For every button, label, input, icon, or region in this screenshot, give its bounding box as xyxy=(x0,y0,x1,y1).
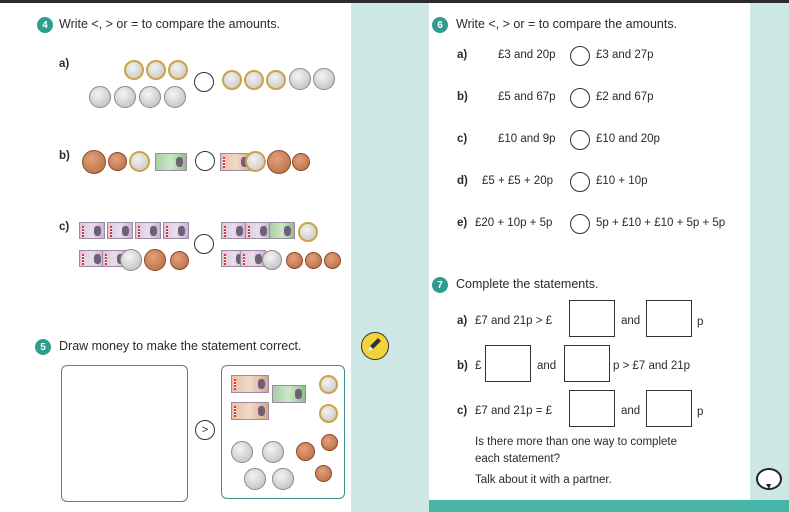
one-pound-coin xyxy=(124,60,144,80)
five-pound-note xyxy=(107,222,133,239)
five-pound-note xyxy=(163,222,189,239)
q7-b-label: b) xyxy=(457,360,468,372)
q4a-compare-circle[interactable] xyxy=(194,72,214,92)
q6-row-c-left: £10 and 9p xyxy=(498,133,556,145)
q6-row-e-circle[interactable] xyxy=(570,214,590,234)
question-4-instruction: Write <, > or = to compare the amounts. xyxy=(59,17,281,31)
one-pound-coin xyxy=(266,70,286,90)
twenty-pound-note xyxy=(269,222,295,239)
q7-a-p: p xyxy=(697,316,704,328)
q6-row-b-label: b) xyxy=(457,91,468,103)
q7-b-pre: £ xyxy=(475,360,482,372)
q6-row-e-left: £20 + 10p + 5p xyxy=(475,217,553,229)
q5-money-box xyxy=(221,365,345,499)
q6-row-b-right: £2 and 67p xyxy=(596,91,654,103)
q4b-compare-circle[interactable] xyxy=(195,151,215,171)
one-pound-coin xyxy=(146,60,166,80)
one-pence-coin xyxy=(321,434,338,451)
five-pound-note xyxy=(245,222,271,239)
q6-row-d-right: £10 + 10p xyxy=(596,175,648,187)
q6-row-d-circle[interactable] xyxy=(570,172,590,192)
question-4-number: 4 xyxy=(37,17,53,33)
q6-row-e-right: 5p + £10 + £10 + 5p + 5p xyxy=(596,217,726,229)
fifty-pence-coin xyxy=(244,468,266,490)
q4-label-a: a) xyxy=(59,58,70,70)
fifty-pence-coin xyxy=(231,441,253,463)
question-7-number: 7 xyxy=(432,277,448,293)
q7-b-pence-box[interactable] xyxy=(564,345,610,382)
one-pound-coin xyxy=(319,375,338,394)
pencil-icon xyxy=(361,332,389,360)
q4-label-b: b) xyxy=(59,150,70,162)
q4-label-c: c) xyxy=(59,221,70,233)
two-pence-coin xyxy=(296,442,315,461)
ten-pound-note xyxy=(231,402,269,420)
q7-c-and: and xyxy=(621,405,641,417)
one-pence-coin xyxy=(305,252,322,269)
one-pound-coin xyxy=(222,70,242,90)
q7-c-p: p xyxy=(697,406,704,418)
q7-c-pence-box[interactable] xyxy=(646,390,692,427)
one-pence-coin xyxy=(286,252,303,269)
twenty-pound-note xyxy=(155,153,187,171)
one-pound-coin xyxy=(245,151,266,172)
q7-b-pounds-box[interactable] xyxy=(485,345,531,382)
q7-b-and: and xyxy=(537,360,557,372)
q6-row-d-label: d) xyxy=(457,175,468,187)
twenty-pence-coin xyxy=(164,86,186,108)
fifty-pence-coin xyxy=(272,468,294,490)
two-pence-coin xyxy=(144,249,166,271)
q6-row-a-label: a) xyxy=(457,49,468,61)
two-pence-coin xyxy=(267,150,291,174)
q6-row-b-circle[interactable] xyxy=(570,88,590,108)
q7-a-pounds-box[interactable] xyxy=(569,300,615,337)
q5-symbol: > xyxy=(195,420,215,440)
one-pence-coin xyxy=(315,465,332,482)
q6-row-e-label: e) xyxy=(457,217,468,229)
one-pence-coin xyxy=(170,251,189,270)
q7-talk-prompt: Talk about it with a partner. xyxy=(475,474,612,486)
q6-row-d-left: £5 + £5 + 20p xyxy=(482,175,553,187)
q7-c-label: c) xyxy=(457,405,468,417)
q6-row-c-label: c) xyxy=(457,133,468,145)
q4c-compare-circle[interactable] xyxy=(194,234,214,254)
one-pound-coin xyxy=(129,151,150,172)
fifty-pence-coin xyxy=(262,441,284,463)
q6-row-b-left: £5 and 67p xyxy=(498,91,556,103)
bottom-bar xyxy=(429,500,789,512)
q7-question-line-2: each statement? xyxy=(475,453,561,465)
fifty-pence-coin xyxy=(289,68,311,90)
fifty-pence-coin xyxy=(313,68,335,90)
twenty-pence-coin xyxy=(139,86,161,108)
q6-row-a-right: £3 and 27p xyxy=(596,49,654,61)
q7-question-line-1: Is there more than one way to complete xyxy=(475,436,677,448)
question-7-instruction: Complete the statements. xyxy=(456,277,599,291)
five-pound-note xyxy=(221,222,247,239)
one-pence-coin xyxy=(292,153,310,171)
q7-c-pre: £7 and 21p = £ xyxy=(475,405,553,417)
q6-row-c-right: £10 and 20p xyxy=(596,133,660,145)
speech-bubble-icon xyxy=(756,468,782,490)
one-pound-coin xyxy=(319,404,338,423)
q7-a-label: a) xyxy=(457,315,468,327)
question-5-instruction: Draw money to make the statement correct. xyxy=(59,339,302,353)
q6-row-a-circle[interactable] xyxy=(570,46,590,66)
q7-a-and: and xyxy=(621,315,641,327)
q6-row-a-left: £3 and 20p xyxy=(498,49,556,61)
twenty-pound-note xyxy=(272,385,306,403)
one-pound-coin xyxy=(244,70,264,90)
ten-pound-note xyxy=(231,375,269,393)
fifty-pence-coin xyxy=(120,249,142,271)
two-pence-coin xyxy=(82,150,106,174)
q7-a-pre: £7 and 21p > £ xyxy=(475,315,553,327)
one-pound-coin xyxy=(298,222,318,242)
top-rule xyxy=(0,0,789,3)
q6-row-c-circle[interactable] xyxy=(570,130,590,150)
question-6-number: 6 xyxy=(432,17,448,33)
five-pound-note xyxy=(79,222,105,239)
one-pence-coin xyxy=(108,152,127,171)
twenty-pence-coin xyxy=(89,86,111,108)
one-pence-coin xyxy=(324,252,341,269)
twenty-pence-coin xyxy=(114,86,136,108)
q7-a-pence-box[interactable] xyxy=(646,300,692,337)
question-6-instruction: Write <, > or = to compare the amounts. xyxy=(456,17,678,31)
question-5-number: 5 xyxy=(35,339,51,355)
one-pound-coin xyxy=(168,60,188,80)
five-pound-note xyxy=(135,222,161,239)
q7-c-pounds-box[interactable] xyxy=(569,390,615,427)
q7-b-post: p > £7 and 21p xyxy=(613,360,691,372)
fifty-pence-coin xyxy=(262,250,282,270)
q5-drawing-box[interactable] xyxy=(61,365,188,502)
